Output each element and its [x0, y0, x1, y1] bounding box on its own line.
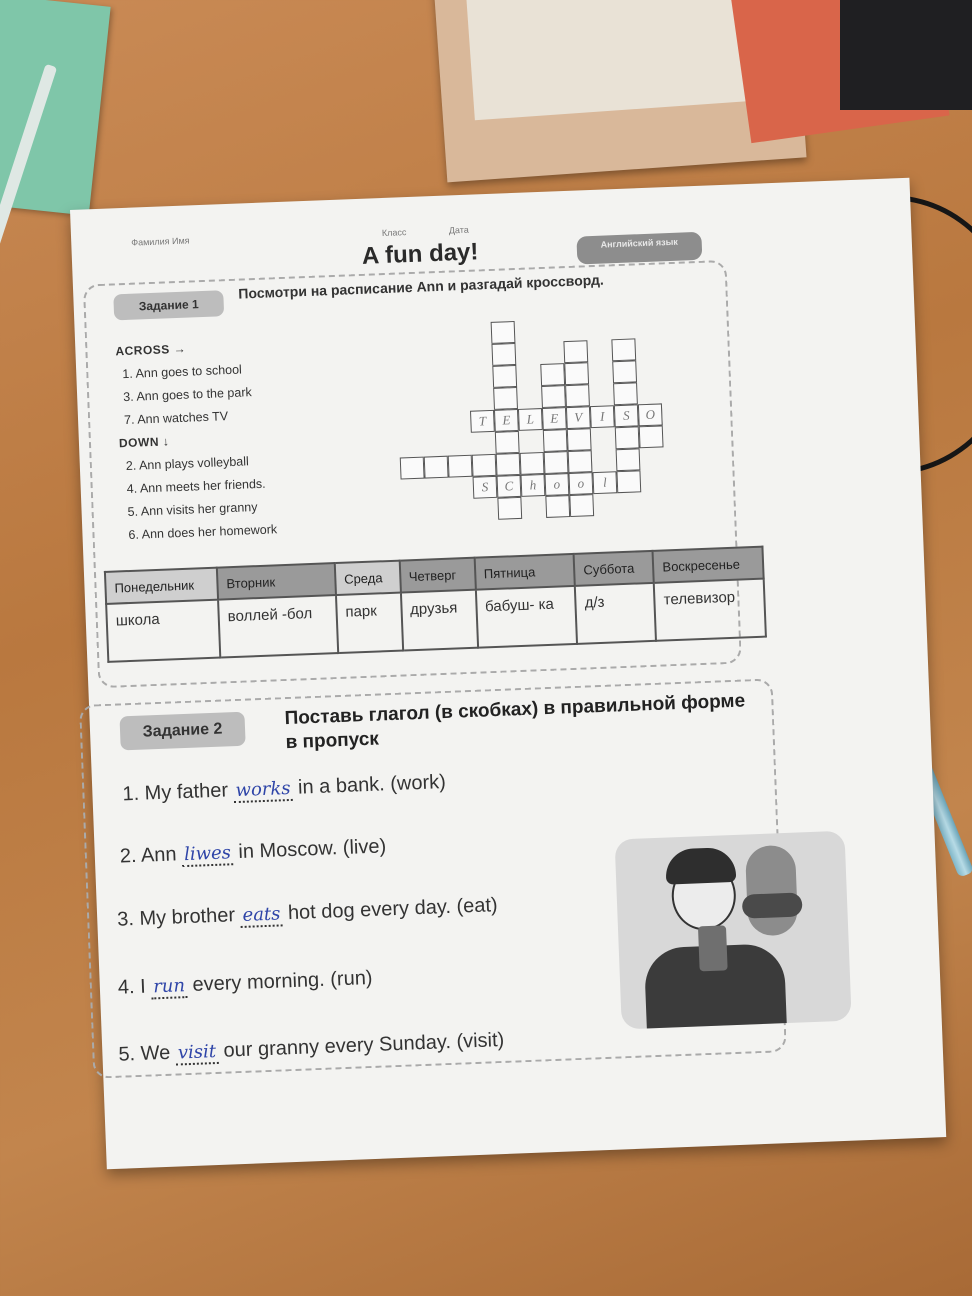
crossword-letter-cell: T: [470, 410, 495, 433]
handwritten-answer: run: [152, 975, 186, 998]
crossword-letter-cell: V: [566, 406, 591, 429]
handwritten-answer: eats: [242, 903, 281, 926]
day-header: Суббота: [574, 551, 654, 586]
clue-item: 4. Ann meets her friends.: [126, 476, 266, 497]
activity-cell: бабуш- ка: [475, 586, 577, 648]
across-label: ACROSS →: [115, 341, 187, 359]
sentence-end: in a bank. (work): [297, 771, 447, 799]
subject-badge: Английский язык: [576, 232, 702, 265]
crossword-cell: [448, 455, 473, 478]
crossword-cell: [563, 340, 588, 363]
crossword-cell: [615, 426, 640, 449]
crossword-cell: [424, 456, 449, 479]
activity-cell: друзья: [400, 590, 477, 651]
activity-cell: парк: [336, 593, 403, 653]
boy-hair: [665, 847, 736, 885]
day-header: Четверг: [399, 558, 475, 593]
crossword-cell: [616, 470, 641, 493]
day-header: Пятница: [474, 554, 575, 590]
cup-icon: [698, 925, 728, 971]
activity-cell: воллей -бол: [218, 595, 338, 657]
crossword-letter-cell: I: [590, 405, 615, 428]
crossword-letter-cell: o: [568, 472, 593, 495]
handwritten-answer: visit: [177, 1041, 217, 1064]
boy-eating-hotdog-illustration: [615, 831, 852, 1030]
crossword-letter-cell: S: [614, 404, 639, 427]
day-header: Среда: [335, 561, 401, 595]
crossword-cell: [545, 495, 570, 518]
clue-item: 1. Ann goes to school: [122, 362, 243, 382]
crossword-cell: [400, 457, 425, 480]
crossword-letter-cell: C: [497, 475, 522, 498]
keyboard: [840, 0, 972, 110]
crossword-cell: [569, 494, 594, 517]
crossword-cell: [540, 363, 565, 386]
crossword-cell: [496, 453, 521, 476]
crossword-grid: [395, 313, 722, 525]
sentence-start: 1. My father: [122, 779, 229, 806]
sentence-start: 2. Ann: [119, 843, 177, 868]
sentence-start: 4. I: [117, 975, 147, 999]
crossword-letter-cell: E: [542, 407, 567, 430]
crossword-letter-cell: L: [518, 408, 543, 431]
clue-item: 2. Ann plays volleyball: [125, 454, 250, 474]
sentence-start: 5. We: [118, 1041, 171, 1066]
crossword-cell: [612, 360, 637, 383]
crossword-letter-cell: l: [592, 471, 617, 494]
clue-item: 5. Ann visits her granny: [127, 500, 258, 520]
activity-cell: д/з: [575, 583, 656, 644]
worksheet-title: A fun day!: [361, 238, 479, 270]
handwritten-answer: works: [235, 777, 291, 802]
clue-item: 7. Ann watches TV: [123, 409, 229, 428]
date-label: Дата: [448, 224, 469, 236]
clue-item: 3. Ann goes to the park: [122, 385, 252, 405]
hotdog-icon: [742, 892, 803, 918]
crossword-cell: [493, 387, 518, 410]
crossword-letter-cell: O: [638, 403, 663, 426]
crossword-cell: [639, 425, 664, 448]
crossword-cell: [544, 451, 569, 474]
sentence-end: our granny every Sunday. (visit): [223, 1028, 505, 1062]
crossword-cell: [495, 431, 520, 454]
class-label: Класс: [381, 227, 407, 239]
sentence-end: hot dog every day. (eat): [287, 894, 498, 925]
crossword-cell: [568, 450, 593, 473]
crossword-cell: [492, 365, 517, 388]
day-header: Вторник: [217, 563, 336, 599]
down-label: DOWN ↓: [118, 434, 170, 451]
clue-item: 6. Ann does her homework: [128, 522, 278, 542]
activity-cell: телевизор: [654, 579, 766, 641]
task1-badge: Задание 1: [113, 290, 224, 320]
crossword-letter-cell: o: [544, 473, 569, 496]
task1-instruction: Посмотри на расписание Ann и разгадай кроссворд.: [238, 271, 604, 302]
sentence-end: every morning. (run): [192, 966, 373, 996]
crossword-cell: [543, 429, 568, 452]
swirl-shape: [745, 845, 798, 937]
name-label: Фамилия Имя: [131, 235, 190, 248]
book-pages: [466, 0, 774, 120]
crossword-letter-cell: S: [473, 476, 498, 499]
crossword-cell: [491, 321, 516, 344]
sentence-start: 3. My brother: [116, 904, 236, 931]
task2-instruction: Поставь глагол (в скобках) в правильной форме в пропуск: [284, 690, 746, 754]
activity-cell: школа: [106, 600, 220, 662]
task2-badge: Задание 2: [119, 712, 245, 751]
crossword-cell: [611, 338, 636, 361]
crossword-cell: [613, 382, 638, 405]
day-header: Понедельник: [105, 568, 218, 604]
crossword-clues: [115, 334, 278, 547]
day-header: Воскресенье: [653, 547, 764, 583]
crossword-cell: [567, 428, 592, 451]
handwritten-answer: liwes: [183, 842, 232, 866]
worksheet: [70, 178, 946, 1170]
crossword-cell: [616, 448, 641, 471]
crossword-cell: [472, 454, 497, 477]
crossword-letter-cell: h: [521, 474, 546, 497]
crossword-cell: [497, 497, 522, 520]
crossword-cell: [520, 452, 545, 475]
crossword-cell: [564, 362, 589, 385]
crossword-cell: [491, 343, 516, 366]
sentence-end: in Moscow. (live): [238, 835, 387, 863]
crossword-letter-cell: E: [494, 409, 519, 432]
crossword-cell: [565, 384, 590, 407]
crossword-cell: [541, 385, 566, 408]
